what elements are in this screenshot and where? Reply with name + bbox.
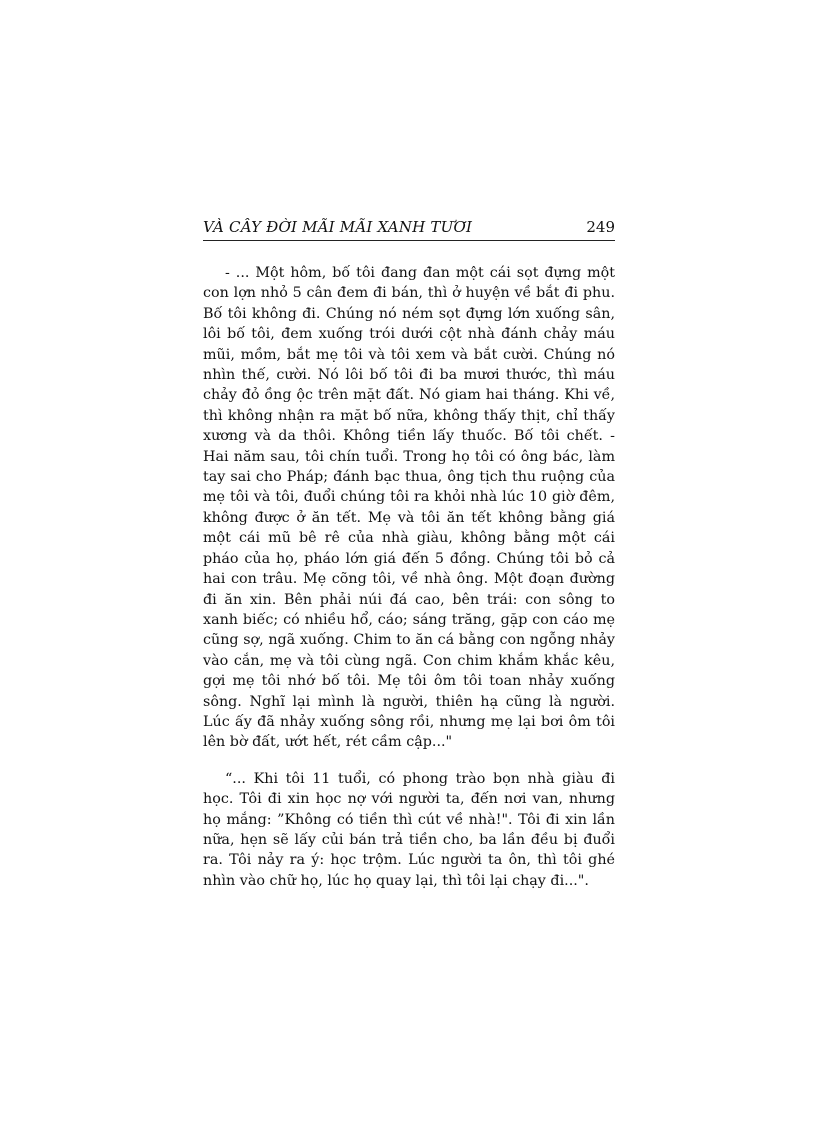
paragraph-1: - ... Một hôm, bố tôi đang đan một cái sọt đựng một con lợn nhỏ 5 cân đem đi bán, thì ở huyện về bắt đi phu. Bố tôi không đi. Chúng nó ném sọt đựng lớn xuống sân, lôi bố tôi, đem xuống trói dưới cột nhà đánh chảy máu mũi, mồm, bắt mẹ tôi và tôi xem và bắt cười. Chúng nó nhìn thế, cười. Nó lôi bố tôi đi ba mươi thước, thì máu chảy đỏ ồng ộc trên mặt đất. Nó giam hai tháng. Khi về, thì không nhận ra mặt bố nữa, không thấy thịt, chỉ thấy xương và da thôi. Không tiền lấy thuốc. Bố tôi chết. - Hai năm sau, tôi chín tuổi. Trong họ tôi có ông bác, làm tay sai cho Pháp; đánh bạc thua, ông tịch thu ruộng của mẹ tôi và tôi, đuổi chúng tôi ra khỏi nhà lúc 10 giờ đêm, không được ở ăn tết. Mẹ và tôi ăn tết không bằng giá một cái mũ bê rê của nhà giàu, không bằng một cái pháo của họ, pháo lớn giá đến 5 đồng. Chúng tôi bỏ cả hai con trâu. Mẹ cõng tôi, về nhà ông. Một đoạn đường đi ăn xin. Bên phải núi đá cao, bên trái: con sông to xanh biếc; có nhiều hổ, cáo; sáng trăng, gặp con cáo mẹ cũng sợ, ngã xuống. Chim to ăn cá bằng con ngỗng nhảy vào cắn, mẹ và tôi cùng ngã. Con chim khắm khắc kêu, gợi mẹ tôi nhớ bố tôi. Mẹ tôi ôm tôi toan nhảy xuống sông. Nghĩ lại mình là người, thiên hạ cũng là người. Lúc ấy đã nhảy xuống sông rồi, nhưng mẹ lại bơi ôm tôi lên bờ đất, ướt hết, rét cầm cập..." <box>203 265 615 751</box>
running-header <box>203 214 615 241</box>
body-text <box>203 263 615 891</box>
running-title: VÀ CÂY ĐỜI MÃI MÃI XANH TƯƠI <box>203 218 473 236</box>
paragraph-2: “... Khi tôi 11 tuổi, có phong trào bọn nhà giàu đi học. Tôi đi xin học nợ với người ta, đến nơi van, nhưng họ mắng: ”Không có tiền thì cút về nhà!". Tôi đi xin lần nữa, hẹn sẽ lấy củi bán trả tiền cho, ba lần đều bị đuổi ra. Tôi nảy ra ý: học trộm. Lúc người ta ôn, thì tôi ghé nhìn vào chữ họ, lúc họ quay lại, thì tôi lại chạy đi...". <box>203 770 615 889</box>
page-number: 249 <box>586 218 615 236</box>
